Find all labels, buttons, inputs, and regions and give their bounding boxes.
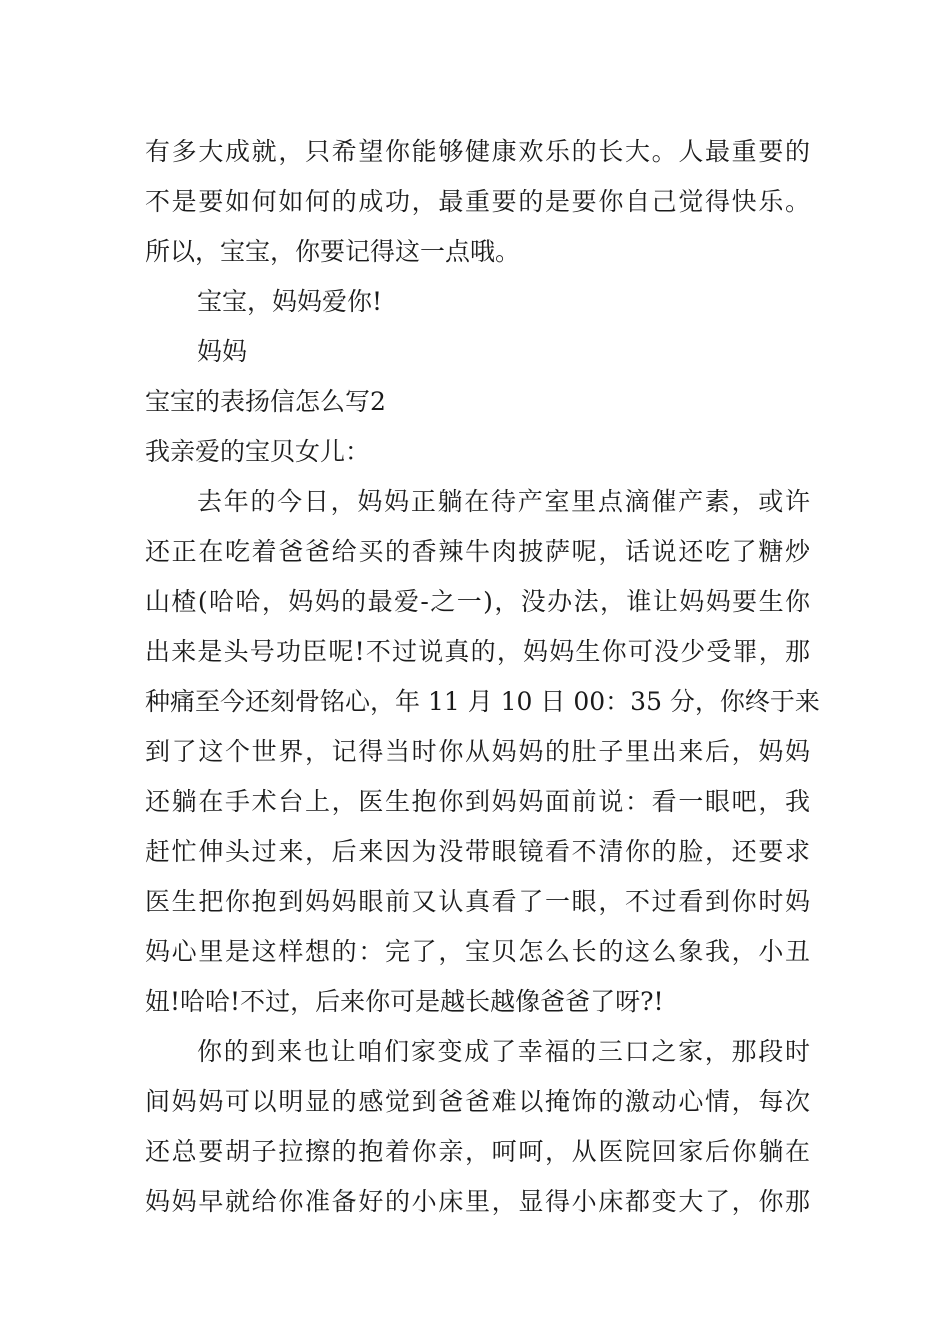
text-line: 间妈妈可以明显的感觉到爸爸难以掩饰的激动心情，每次: [145, 1087, 810, 1116]
text-line: 山楂(哈哈，妈妈的最爱-之一)，没办法，谁让妈妈要生你: [145, 587, 810, 616]
salutation: [145, 427, 810, 477]
paragraph-2: [145, 1027, 810, 1227]
text-line: 到了这个世界，记得当时你从妈妈的肚子里出来后，妈妈: [145, 737, 810, 766]
text-line: 去年的今日，妈妈正躺在待产室里点滴催产素，或许: [197, 487, 810, 516]
document-body: [145, 127, 820, 1227]
text-line: 宝宝，妈妈爱你!: [197, 287, 383, 316]
signature: [145, 327, 810, 377]
paragraph-1: [145, 477, 820, 1027]
text-line: 宝宝的表扬信怎么写2: [145, 387, 386, 416]
text-line: 妈妈早就给你准备好的小床里，显得小床都变大了，你那: [145, 1187, 810, 1216]
text-line: 种痛至今还刻骨铭心，年 11 月 10 日 00：35 分，你终于来: [145, 687, 820, 716]
text-line: 出来是头号功臣呢!不过说真的，妈妈生你可没少受罪，那: [145, 637, 810, 666]
text-line: 妞!哈哈!不过，后来你可是越长越像爸爸了呀?!: [145, 987, 664, 1016]
intro-paragraph: [145, 127, 810, 277]
text-line: 我亲爱的宝贝女儿：: [145, 437, 371, 466]
text-line: 赶忙伸头过来，后来因为没带眼镜看不清你的脸，还要求: [145, 837, 810, 866]
section-title: [145, 377, 810, 427]
text-line: 你的到来也让咱们家变成了幸福的三口之家，那段时: [197, 1037, 810, 1066]
text-line: 医生把你抱到妈妈眼前又认真看了一眼，不过看到你时妈: [145, 887, 810, 916]
text-line: 所以，宝宝，你要记得这一点哦。: [145, 237, 521, 266]
text-line: 还正在吃着爸爸给买的香辣牛肉披萨呢，话说还吃了糖炒: [145, 537, 810, 566]
text-line: 妈妈: [197, 337, 248, 366]
closing-line: [145, 277, 810, 327]
text-line: 还躺在手术台上，医生抱你到妈妈面前说：看一眼吧，我: [145, 787, 810, 816]
text-line: 妈心里是这样想的：完了，宝贝怎么长的这么象我，小丑: [145, 937, 810, 966]
text-line: 有多大成就，只希望你能够健康欢乐的长大。人最重要的: [145, 137, 810, 166]
text-line: 还总要胡子拉擦的抱着你亲，呵呵，从医院回家后你躺在: [145, 1137, 810, 1166]
text-line: 不是要如何如何的成功，最重要的是要你自己觉得快乐。: [145, 187, 810, 216]
